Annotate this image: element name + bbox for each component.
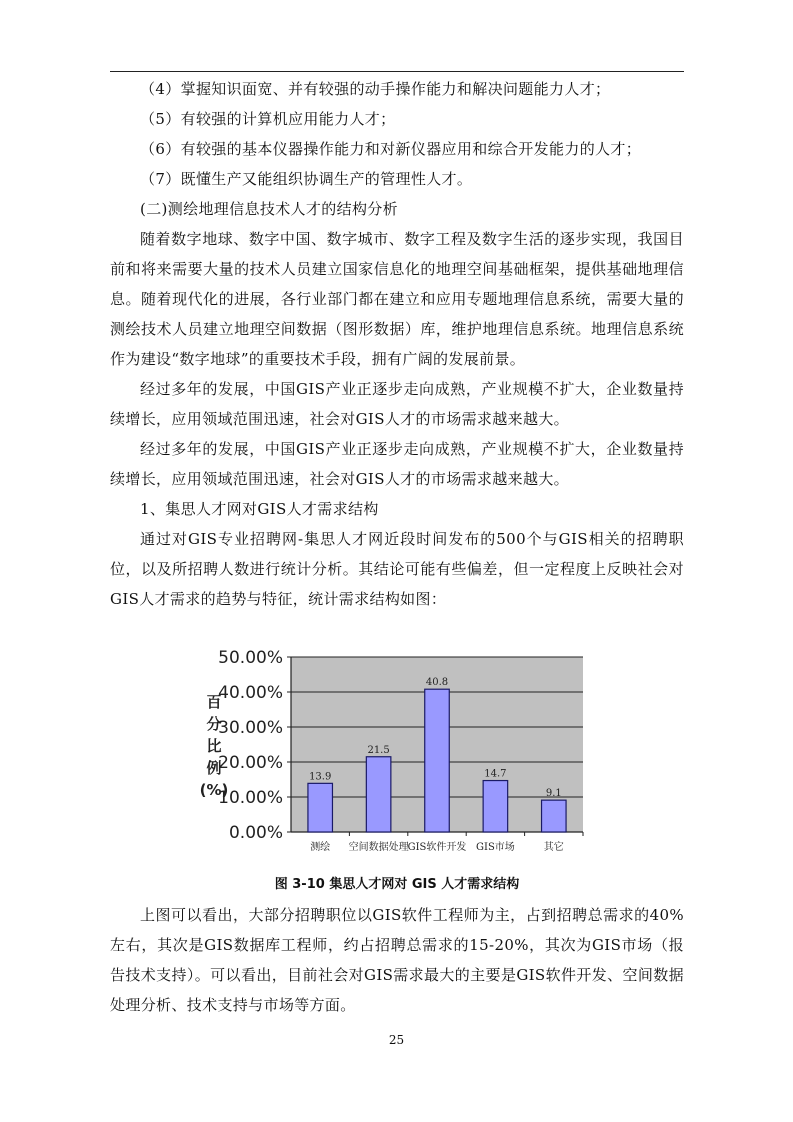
bar xyxy=(425,689,450,832)
bar xyxy=(366,757,391,832)
y-axis-label-char: 例 xyxy=(206,759,222,777)
figure-caption: 图 3-10 集思人才网对 GIS 人才需求结构 xyxy=(274,877,520,892)
paragraph-gis-industry-1: 经过多年的发展，中国GIS产业正逐步走向成熟，产业规模不扩大，企业数量持续增长，应用领域范围迅速，社会对GIS人才的市场需求越来越大。 xyxy=(110,380,684,428)
list-item-4: （4）掌握知识面宽、并有较强的动手操作能力和解决问题能力人才； xyxy=(140,80,611,98)
list-item-6: （6）有较强的基本仪器操作能力和对新仪器应用和综合开发能力的人才； xyxy=(140,140,642,158)
y-tick-label: 20.00% xyxy=(218,753,283,773)
y-tick-label: 40.00% xyxy=(218,683,283,703)
bar-value-label: 9.1 xyxy=(545,788,562,800)
y-tick-label: 10.00% xyxy=(218,788,283,808)
body-text-bottom xyxy=(110,900,684,1020)
y-axis-label-char: 分 xyxy=(206,715,222,733)
x-category-label: GIS软件开发 xyxy=(407,842,467,853)
bar-value-label: 40.8 xyxy=(425,677,449,689)
x-category-label: GIS市场 xyxy=(476,842,515,853)
paragraph-gis-industry-2: 经过多年的发展，中国GIS产业正逐步走向成熟，产业规模不扩大，企业数量持续增长，应用领域范围迅速，社会对GIS人才的市场需求越来越大。 xyxy=(110,440,684,488)
y-axis-label-char: 比 xyxy=(206,737,222,755)
y-tick-label: 50.00% xyxy=(218,648,283,668)
bar-value-label: 21.5 xyxy=(367,744,390,756)
x-category-label: 空间数据处理 xyxy=(348,842,409,853)
gis-demand-chart xyxy=(196,645,616,870)
x-category-label: 其它 xyxy=(543,842,564,853)
list-item-5: （5）有较强的计算机应用能力人才； xyxy=(140,110,396,128)
y-axis-label-char: 百 xyxy=(206,693,222,711)
bar xyxy=(542,800,567,832)
bar-value-label: 13.9 xyxy=(309,771,332,783)
paragraph-survey-method: 通过对GIS专业招聘网-集思人才网近段时间发布的500个与GIS相关的招聘职位，以及所招聘人数进行统计分析。其结论可能有些偏差，但一定程度上反映社会对GIS人才需求的趋势与特征，统计需求结构如图： xyxy=(110,530,684,608)
page-number: 25 xyxy=(388,1033,405,1047)
body-text-top xyxy=(110,74,684,614)
bar xyxy=(483,781,508,832)
list-item-7: （7）既懂生产又能组织协调生产的管理性人才。 xyxy=(140,170,473,188)
paragraph-conclusion: 上图可以看出，大部分招聘职位以GIS软件工程师为主，占到招聘总需求的40%左右，其次是GIS数据库工程师，约占招聘总需求的15-20%，其次为GIS市场（报告技术支持）。可以看出，目前社会对GIS需求最大的主要是GIS软件开发、空间数据处理分析、技术支持与市场等方面。 xyxy=(110,906,684,1014)
y-tick-label: 0.00% xyxy=(228,823,283,843)
subsection-heading: 1、集思人才网对GIS人才需求结构 xyxy=(140,500,379,518)
x-category-label: 测绘 xyxy=(310,842,331,853)
bar xyxy=(308,783,333,832)
bar-value-label: 14.7 xyxy=(484,768,507,780)
y-tick-label: 30.00% xyxy=(218,718,283,738)
paragraph-digital-earth: 随着数字地球、数字中国、数字城市、数字工程及数字生活的逐步实现，我国目前和将来需要大量的技术人员建立国家信息化的地理空间基础框架，提供基础地理信息。随着现代化的进展，各行业部门都在建立和应用专题地理信息系统，需要大量的测绘技术人员建立地理空间数据（图形数据）库，维护地理信息系统。地理信息系统作为建设“数字地球”的重要技术手段，拥有广阔的发展前景。 xyxy=(110,230,684,368)
section-heading: (二)测绘地理信息技术人才的结构分析 xyxy=(140,200,399,218)
y-axis-label-char: (%) xyxy=(199,781,229,799)
header-rule xyxy=(110,71,684,72)
